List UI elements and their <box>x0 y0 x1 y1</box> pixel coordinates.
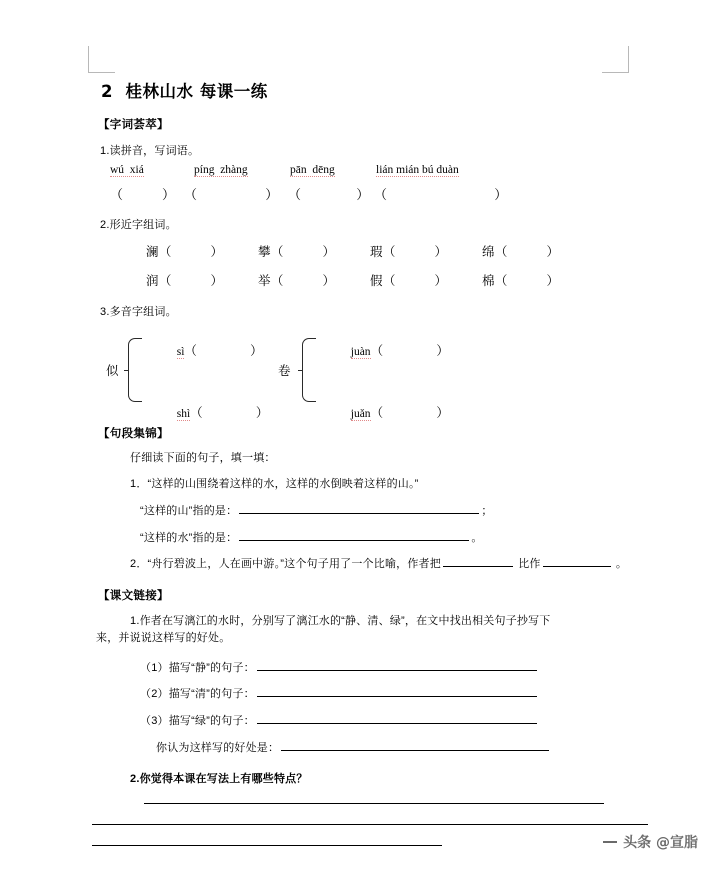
similar-char-cell[interactable]: 润（ ） <box>146 274 224 288</box>
question-2-1-prompt: 1．“这样的山围绕着这样的水，这样的水倒映着这样的山。” <box>130 477 419 490</box>
answer-rule-line[interactable] <box>92 845 442 846</box>
answer-blank[interactable] <box>543 554 611 567</box>
polyphone-answer-paren[interactable]: （ ） <box>184 344 265 358</box>
similar-char-cell[interactable]: 攀（ ） <box>258 245 336 259</box>
pinyin-exercise-block <box>110 164 636 204</box>
answer-paren-2[interactable]: （ ） <box>184 187 279 202</box>
answer-blank[interactable] <box>257 684 537 697</box>
pinyin-item-4: lián mián bú duàn <box>376 164 459 176</box>
question-3-1-line1: 1.作者在写漓江的水时，分别写了漓江水的“静、清、绿”，在文中找出相关句子抄写下 <box>130 615 551 628</box>
polyphone-character: 卷 <box>278 364 291 378</box>
polyphone-reading-bottom[interactable] <box>322 391 451 433</box>
polyphone-pinyin: sì <box>176 346 185 358</box>
answer-rule-line[interactable] <box>92 824 648 825</box>
sub-item-label: （1）描写“静”的句子： <box>140 661 255 674</box>
answer-blank[interactable] <box>443 554 513 567</box>
question-2-1a-tail: ； <box>481 504 493 517</box>
question-2-2-part3: 。 <box>615 558 628 571</box>
polyphone-pinyin: shì <box>176 408 191 420</box>
polyphone-reading-bottom[interactable] <box>148 391 270 433</box>
answer-paren-3[interactable]: （ ） <box>288 187 370 202</box>
section2-instruction: 仔细读下面的句子，填一填： <box>130 452 276 464</box>
question-2-1a <box>140 501 636 519</box>
question-3-1-line2: 来，并说说这样写的好处。 <box>96 632 231 645</box>
watermark-dash-icon <box>603 841 617 843</box>
pinyin-row <box>110 164 636 180</box>
pinyin-item-2: píng zhàng <box>194 164 248 176</box>
answer-blank[interactable] <box>257 711 537 724</box>
question-3-1-sub3 <box>140 711 636 729</box>
question-2-1b <box>140 528 636 546</box>
question-2-2-part1: 2．“舟行碧波上，人在画中游。”这个句子用了一个比喻，作者把 <box>130 558 441 571</box>
polyphone-answer-paren[interactable]: （ ） <box>190 406 271 420</box>
page-title: 2 桂林山水 每课一练 <box>101 82 268 101</box>
answer-paren-4[interactable]: （ ） <box>374 187 508 202</box>
brace-bracket <box>302 338 316 402</box>
answer-blank[interactable] <box>239 501 479 514</box>
question-2-1b-tail: 。 <box>471 531 483 544</box>
answer-rule-line[interactable] <box>144 803 604 804</box>
similar-char-cell[interactable]: 瑕（ ） <box>370 245 448 259</box>
polyphone-reading-top[interactable] <box>322 329 451 371</box>
question-3-1-benefit <box>156 738 636 756</box>
polyphone-exercise-block <box>96 329 636 421</box>
answer-blank[interactable] <box>281 738 549 751</box>
pinyin-item-3: pān dēng <box>290 164 335 176</box>
similar-char-cell[interactable]: 举（ ） <box>258 274 336 288</box>
brace-bracket <box>128 338 142 402</box>
answer-paren-1[interactable]: （ ） <box>110 187 176 202</box>
question-3-2-prompt: 2.你觉得本课在写法上有哪些特点？ <box>130 772 308 785</box>
sub-item-label: （2）描写“清”的句子： <box>140 688 255 701</box>
pinyin-answer-row <box>110 184 636 204</box>
question-1-3-prompt: 3.多音字组词。 <box>100 306 177 318</box>
table-row <box>146 242 636 260</box>
question-2-1a-label: “这样的山”指的是： <box>140 504 238 517</box>
sub-item-label: （3）描写“绿”的句子： <box>140 715 255 728</box>
polyphone-pinyin: juǎn <box>350 408 371 420</box>
similar-characters-grid <box>146 242 636 289</box>
question-2-2 <box>96 554 636 573</box>
answer-blank[interactable] <box>239 528 469 541</box>
pinyin-item-1: wú xiá <box>110 164 144 176</box>
question-3-1-sub1 <box>140 658 636 676</box>
polyphone-answer-paren[interactable]: （ ） <box>370 344 451 358</box>
polyphone-character: 似 <box>106 364 119 378</box>
similar-char-cell[interactable]: 假（ ） <box>370 274 448 288</box>
question-3-1-sub2 <box>140 684 636 702</box>
polyphone-reading-top[interactable] <box>148 329 265 371</box>
answer-blank[interactable] <box>257 658 537 671</box>
question-1-1-prompt: 1.读拼音，写词语。 <box>100 145 200 157</box>
question-1-2-prompt: 2.形近字组词。 <box>100 219 177 231</box>
table-row <box>146 271 636 289</box>
watermark-text: 头条 @宣脂 <box>623 835 698 851</box>
similar-char-cell[interactable]: 棉（ ） <box>482 274 560 288</box>
question-2-1b-label: “这样的水”指的是： <box>140 531 238 544</box>
similar-char-cell[interactable]: 澜（ ） <box>146 245 224 259</box>
crop-mark-top-right <box>602 46 629 73</box>
crop-mark-top-left <box>88 46 115 73</box>
question-3-1-prompt <box>96 613 636 647</box>
polyphone-pinyin: juàn <box>350 346 371 358</box>
benefit-label: 你认为这样写的好处是： <box>156 742 280 755</box>
watermark <box>603 832 698 852</box>
section-heading-zicihuicui: 【字词荟萃】 <box>98 119 169 131</box>
section-heading-juduanjijin: 【句段集锦】 <box>98 428 169 440</box>
document-body <box>96 78 636 846</box>
question-2-2-part2: 比作 <box>518 558 541 571</box>
section-heading-kewenlianjie: 【课文链接】 <box>98 590 169 603</box>
polyphone-answer-paren[interactable]: （ ） <box>370 406 451 420</box>
similar-char-cell[interactable]: 绵（ ） <box>482 245 560 259</box>
